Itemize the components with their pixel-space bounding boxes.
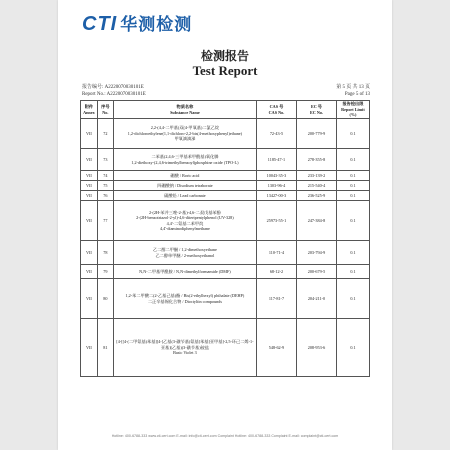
cell-cas: 13427-00-3 bbox=[256, 191, 296, 201]
report-no-value: A2220070030101E bbox=[104, 85, 144, 90]
cell-annex: VII bbox=[81, 171, 98, 181]
cell-name: [4-[[4-(二甲氨基)苯基][4-[乙基(3-磺苄基)氨基]苯基]亚甲基]-2,5-环己二烯-1-亚基](乙基)(3-磺苄基)铵盐 Basic Violet 3 bbox=[113, 319, 256, 377]
table-row bbox=[81, 149, 370, 171]
cell-annex: VII bbox=[81, 265, 98, 279]
logo-chinese-text: 华测检测 bbox=[120, 15, 193, 34]
cell-ec: 204-211-0 bbox=[297, 279, 337, 319]
col-ec: EC 号 EC No. bbox=[297, 101, 337, 119]
cell-cas: 117-81-7 bbox=[256, 279, 296, 319]
cell-name: 四硼酸钠 / Disodium tetraborate bbox=[113, 181, 256, 191]
cell-limit: 0.1 bbox=[336, 265, 369, 279]
cell-annex: VII bbox=[81, 119, 98, 149]
substance-table bbox=[80, 100, 370, 377]
table-row bbox=[81, 181, 370, 191]
table-row bbox=[81, 191, 370, 201]
cell-no: 72 bbox=[97, 119, 113, 149]
table-row bbox=[81, 241, 370, 265]
cell-limit: 0.1 bbox=[336, 319, 369, 377]
cell-limit: 0.1 bbox=[336, 181, 369, 191]
cell-ec: 236-525-9 bbox=[297, 191, 337, 201]
col-report-limit: 报告检出限 Report Limit (%) bbox=[336, 101, 369, 119]
cell-name: 碳酸铅 / Lead carbonate bbox=[113, 191, 256, 201]
report-no-label-en: Report No. bbox=[82, 92, 105, 97]
cell-no: 73 bbox=[97, 149, 113, 171]
logo-cti-text: CTI bbox=[82, 13, 118, 35]
cell-ec: 247-384-8 bbox=[297, 201, 337, 241]
cell-limit: 0.1 bbox=[336, 171, 369, 181]
cell-limit: 0.1 bbox=[336, 149, 369, 171]
cell-name: 1,2-苯二甲酸二(2-乙基己基)酯 / Bis(2-ethylhexyl) phthalate (DEHP) 二正辛基锡化合物 / Dioctyltin compounds bbox=[113, 279, 256, 319]
cell-cas: 68-12-2 bbox=[256, 265, 296, 279]
cell-name: 二苯基(2,4,6-三甲基苯甲酰基)氧化膦 1,2-diethoxy-(2,4,6-trimethylbenzoyl)phosphine oxide (TPO-L) bbox=[113, 149, 256, 171]
col-no: 序号 No. bbox=[97, 101, 113, 119]
cell-ec: 200-679-5 bbox=[297, 265, 337, 279]
cell-ec: 203-794-9 bbox=[297, 241, 337, 265]
col-substance-name: 物质名称 Substance Name bbox=[113, 101, 256, 119]
table-row bbox=[81, 319, 370, 377]
cell-annex: VII bbox=[81, 149, 98, 171]
cell-no: 78 bbox=[97, 241, 113, 265]
table-row bbox=[81, 279, 370, 319]
cell-ec: 208-953-6 bbox=[297, 319, 337, 377]
cell-limit: 0.1 bbox=[336, 191, 369, 201]
cell-no: 75 bbox=[97, 181, 113, 191]
cell-no: 79 bbox=[97, 265, 113, 279]
report-page bbox=[58, 0, 392, 450]
cell-name: 乙二醇二甲醚 / 1,2-dimethoxyethane 乙二醇单甲醚 / 2-methoxyethanol bbox=[113, 241, 256, 265]
cell-ec: 215-540-4 bbox=[297, 181, 337, 191]
cell-annex: VII bbox=[81, 241, 98, 265]
page-footer: Hotline: 400-6788-333 www.cti-cert.com E-mail: info@cti-cert.com Complaint Hotline: 400-6788-333 Complaint E-mail: complaint@cti-cert.com bbox=[111, 434, 339, 438]
cell-annex: VII bbox=[81, 191, 98, 201]
page-number-cn: 第 5 页 共 13 页 bbox=[336, 85, 370, 90]
company-logo bbox=[82, 10, 192, 36]
report-title-english: Test Report bbox=[192, 63, 258, 78]
cell-cas: 548-62-9 bbox=[256, 319, 296, 377]
cell-ec: 278-355-8 bbox=[297, 149, 337, 171]
cell-no: 81 bbox=[97, 319, 113, 377]
cell-name: 硼酸 / Boric acid bbox=[113, 171, 256, 181]
report-no-label-cn: 报告编号 bbox=[82, 85, 103, 90]
cell-cas: 72-43-5 bbox=[256, 119, 296, 149]
col-cas: CAS 号 CAS No. bbox=[256, 101, 296, 119]
table-row bbox=[81, 265, 370, 279]
cell-limit: 0.1 bbox=[336, 241, 369, 265]
cell-name: 2-(2H-苯并三唑-2-基)-4,6-二叔戊基苯酚 2-(2H-benzotriazol-2-yl)-4,6-ditertpentylphenol (UV-328) 4,4'-二氨基二苯甲烷 4,4'-diaminodiphenylmethane bbox=[113, 201, 256, 241]
cell-ec: 233-139-2 bbox=[297, 171, 337, 181]
cell-limit: 0.1 bbox=[336, 279, 369, 319]
cell-name: 2,2-(4,4-二甲基)双(4-甲氧基)二氯乙烷 1,2-dichloroethylene(1,1-dichloro-2,2-bis(4-methoxyphenyl)ethane) 甲氧滴滴涕 bbox=[113, 119, 256, 149]
cell-annex: VII bbox=[81, 201, 98, 241]
cell-no: 74 bbox=[97, 171, 113, 181]
table-row bbox=[81, 201, 370, 241]
page-number-en: Page 5 of 13 bbox=[344, 92, 370, 97]
page-number-block bbox=[336, 84, 370, 98]
cell-cas: 25973-55-1 bbox=[256, 201, 296, 241]
cell-no: 76 bbox=[97, 191, 113, 201]
report-title-chinese: 检测报告 bbox=[200, 49, 249, 63]
cell-annex: VII bbox=[81, 319, 98, 377]
report-number-block: 报告编号: A2220070030101E Report No.: A2220070030101E bbox=[82, 85, 146, 97]
table-row bbox=[81, 171, 370, 181]
table-header-row bbox=[81, 101, 370, 119]
cell-limit: 0.1 bbox=[336, 119, 369, 149]
cell-cas: 110-71-4 bbox=[256, 241, 296, 265]
cell-cas: 1185-47-1 bbox=[256, 149, 296, 171]
cell-name: N,N-二甲基甲酰胺 / N,N-dimethylformamide (DMF) bbox=[113, 265, 256, 279]
cell-annex: VII bbox=[81, 279, 98, 319]
cell-cas: 10043-35-3 bbox=[256, 171, 296, 181]
col-annex: 附件 Annex bbox=[81, 101, 98, 119]
report-no-value-2: A2220070030101E bbox=[106, 92, 146, 97]
cell-no: 77 bbox=[97, 201, 113, 241]
cell-no: 80 bbox=[97, 279, 113, 319]
cell-ec: 200-779-9 bbox=[297, 119, 337, 149]
cell-cas: 1303-96-4 bbox=[256, 181, 296, 191]
table-row bbox=[81, 119, 370, 149]
cell-limit: 0.1 bbox=[336, 201, 369, 241]
cell-annex: VII bbox=[81, 181, 98, 191]
